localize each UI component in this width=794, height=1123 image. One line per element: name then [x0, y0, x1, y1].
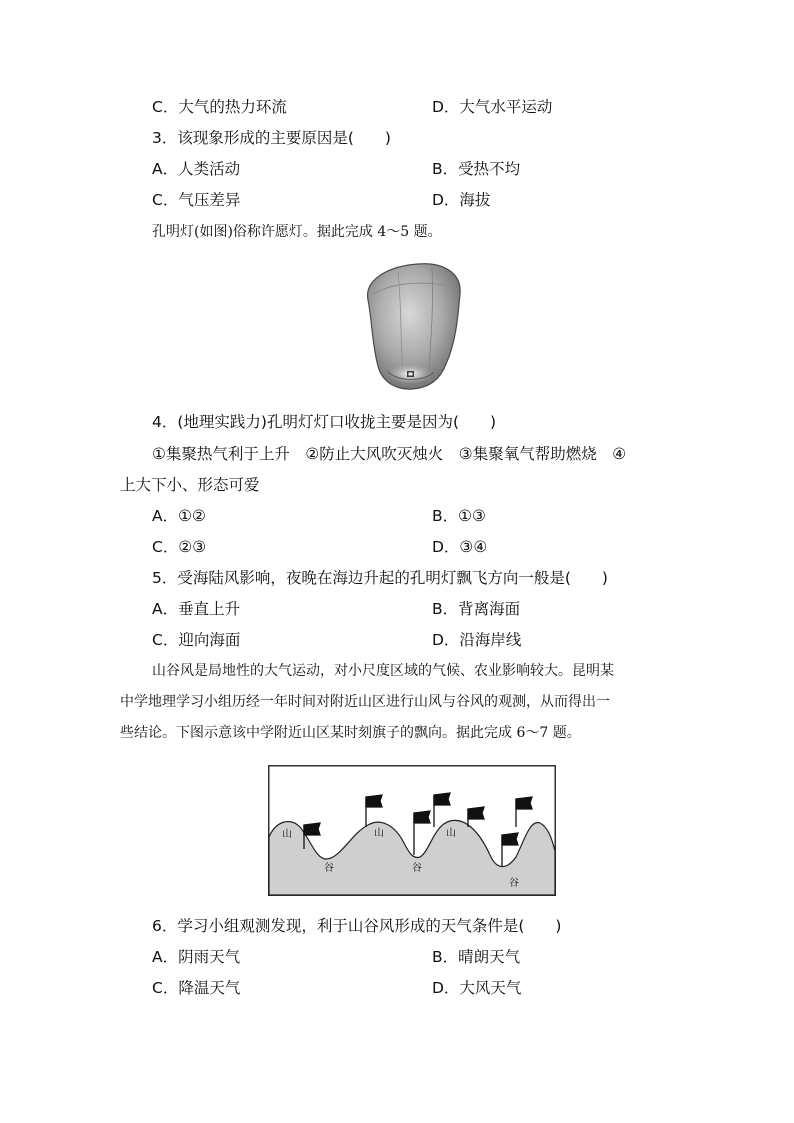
intro-questions-4-5: 孔明灯(如图)俗称许愿灯。据此完成 4～5 题。: [152, 224, 442, 240]
option-d: D．大风天气: [432, 979, 522, 997]
option-c: C．迎向海面: [152, 631, 241, 649]
option-b: B．①③: [432, 507, 486, 525]
option-b: B．背离海面: [432, 600, 521, 618]
mountain-label: 山: [374, 828, 384, 839]
mountain-valley-flag-diagram: [268, 765, 556, 896]
question-3-stem: 3．该现象形成的主要原因是( ): [152, 129, 391, 147]
option-a: A．人类活动: [152, 160, 241, 178]
option-b: B．晴朗天气: [432, 948, 521, 966]
question-4-stem: 4．(地理实践力)孔明灯灯口收拢主要是因为( ): [152, 413, 497, 431]
valley-label: 谷: [324, 863, 334, 874]
intro-questions-6-7-line2: 中学地理学习小组历经一年时间对附近山区进行山风与谷风的观测，从而得出一: [120, 694, 610, 710]
mountain-label: 山: [446, 828, 456, 839]
option-a: A．①②: [152, 507, 206, 525]
option-d: D．大气水平运动: [432, 98, 553, 116]
mountain-label: 山: [282, 829, 292, 840]
option-d: D．海拔: [432, 191, 491, 209]
intro-questions-6-7-line3: 些结论。下图示意该中学附近山区某时刻旗子的飘向。据此完成 6～7 题。: [120, 725, 581, 741]
valley-label: 谷: [509, 878, 519, 889]
intro-questions-6-7-line1: 山谷风是局地性的大气运动，对小尺度区域的气候、农业影响较大。昆明某: [152, 663, 614, 679]
option-c: C．大气的热力环流: [152, 98, 287, 116]
option-d: D．③④: [432, 538, 488, 556]
option-c: C．②③: [152, 538, 207, 556]
option-c: C．气压差异: [152, 191, 241, 209]
option-d: D．沿海岸线: [432, 631, 522, 649]
option-a: A．阴雨天气: [152, 948, 241, 966]
question-4-statements-cont: 上大下小、形态可爱: [120, 476, 260, 494]
valley-label: 谷: [412, 863, 422, 874]
option-a: A．垂直上升: [152, 600, 241, 618]
question-6-stem: 6．学习小组观测发现，利于山谷风形成的天气条件是( ): [152, 917, 562, 935]
sky-lantern-image: [358, 258, 470, 398]
question-5-stem: 5．受海陆风影响，夜晚在海边升起的孔明灯飘飞方向一般是( ): [152, 569, 608, 587]
option-c: C．降温天气: [152, 979, 241, 997]
question-4-statements: ①集聚热气利于上升 ②防止大风吹灭烛火 ③集聚氧气帮助燃烧 ④: [152, 445, 627, 463]
option-b: B．受热不均: [432, 160, 521, 178]
